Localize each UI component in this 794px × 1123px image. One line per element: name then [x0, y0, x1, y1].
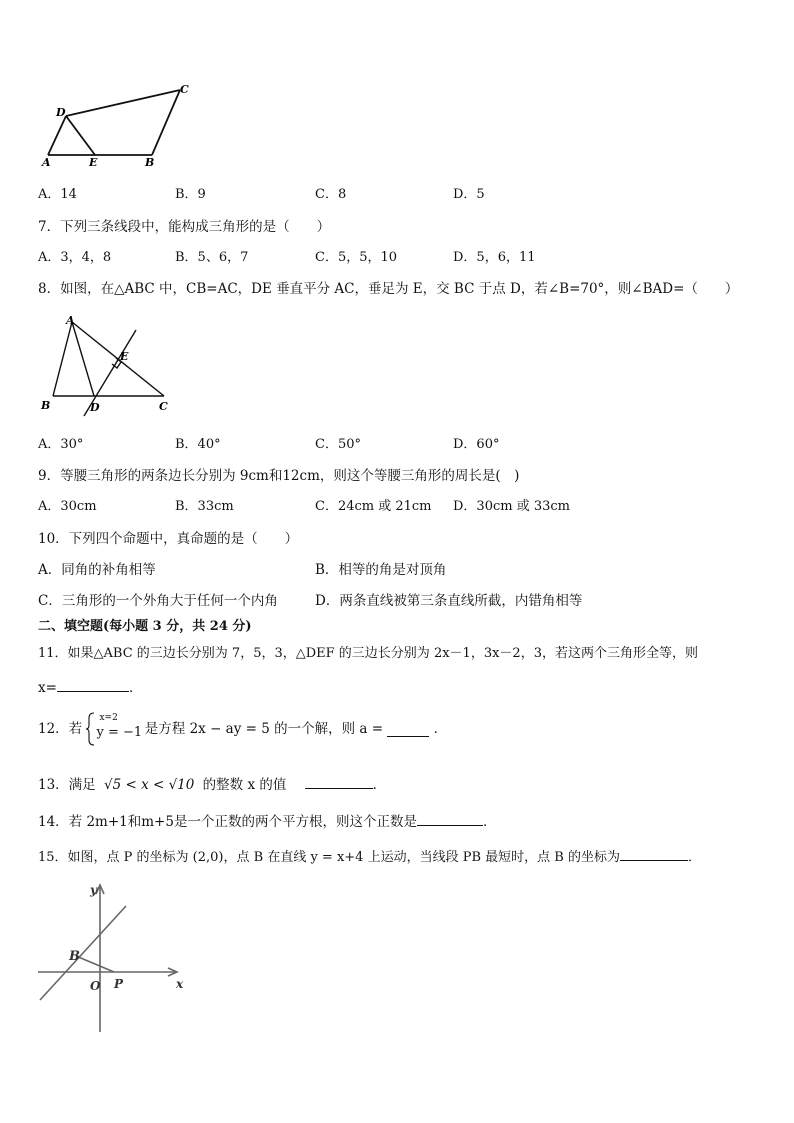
figure-coordinate-plane [34, 880, 194, 1040]
label-o: O [90, 979, 101, 993]
section-heading: 二、填空题(每小题 3 分，共 24 分) [38, 619, 252, 634]
q14-answer-blank[interactable] [417, 811, 483, 826]
q15-line [38, 846, 701, 867]
q12-tail: ． [433, 721, 448, 737]
q11-line1: 11．如果△ABC 的三边长分别为 7，5，3，△DEF 的三边长分别为 2x－1，3x－2，3，若这两个三角形全等，则 [38, 646, 698, 661]
q10-option-c[interactable]: C．三角形的一个外角大于任何一个内角 [38, 593, 278, 609]
brace-icon [86, 712, 96, 746]
q13-inequality: √5 < x < √10 [103, 777, 195, 793]
q8-option-c[interactable]: C．50° [315, 437, 361, 452]
q7-option-b[interactable]: B．5、6，7 [175, 250, 249, 265]
label-e: E [120, 350, 129, 363]
q12-prefix: 12．若 [38, 721, 83, 737]
label-c: C [180, 83, 189, 96]
q12-system-bottom: y = −1 [96, 725, 143, 740]
q12-system-top: x=2 [99, 713, 118, 723]
q12-mid: 是方程 2x − ay = 5 的一个解，则 a = [144, 721, 384, 737]
q11-line2 [38, 677, 142, 697]
q7-option-a[interactable]: A．3，4，8 [38, 250, 112, 265]
label-a: A [66, 314, 75, 327]
q14-text: 14．若 2m+1和m+5是一个正数的两个平方根，则这个正数是 [38, 814, 417, 830]
label-d: D [90, 401, 100, 414]
q9-option-a[interactable]: A．30cm [38, 499, 97, 514]
q14-tail: ． [482, 814, 497, 830]
q6-option-c[interactable]: C．8 [315, 187, 347, 202]
axis-y-label: y [90, 883, 97, 897]
q11-answer-blank[interactable] [57, 677, 129, 692]
q9-option-b[interactable]: B．33cm [175, 499, 234, 514]
label-p: P [114, 977, 124, 991]
q13-answer-blank[interactable] [305, 774, 373, 789]
figure-triangle-abc [36, 312, 178, 418]
label-e: E [89, 156, 98, 169]
q8-option-b[interactable]: B．40° [175, 437, 221, 452]
q9-stem: 9．等腰三角形的两条边长分别为 9cm和12cm，则这个等腰三角形的周长是( ) [38, 468, 520, 484]
q7-option-d[interactable]: D．5，6，11 [453, 250, 536, 265]
axis-x-label: x [176, 977, 184, 991]
figure-parallelogram [40, 80, 200, 170]
q15-answer-blank[interactable] [620, 846, 688, 861]
q8-option-a[interactable]: A．30° [38, 437, 84, 452]
q13-line [38, 774, 386, 794]
q10-option-d[interactable]: D．两条直线被第三条直线所截，内错角相等 [315, 593, 583, 609]
label-a: A [42, 156, 51, 169]
q12-answer-blank[interactable] [387, 722, 429, 737]
q7-option-c[interactable]: C．5，5，10 [315, 250, 398, 265]
q9-option-d[interactable]: D．30cm 或 33cm [453, 499, 570, 514]
label-b: B [41, 399, 51, 412]
q11-x-label: x= [38, 680, 57, 696]
q8-stem: 8．如图，在△ABC 中，CB=AC，DE 垂直平分 AC，垂足为 E，交 BC 于点 D，若∠B=70°，则∠BAD=（ ） [38, 281, 739, 297]
q12-system [86, 712, 143, 746]
q9-option-c[interactable]: C．24cm 或 21cm [315, 499, 432, 514]
q6-option-b[interactable]: B．9 [175, 187, 206, 202]
label-c: C [159, 400, 168, 413]
q6-option-d[interactable]: D．5 [453, 187, 485, 202]
q14-line [38, 811, 496, 831]
label-b: B [69, 949, 80, 964]
q8-option-d[interactable]: D．60° [453, 437, 500, 452]
q12-line [38, 712, 447, 752]
q6-option-a[interactable]: A．14 [38, 187, 77, 202]
q11-tail: ． [128, 680, 143, 696]
q10-stem: 10．下列四个命题中，真命题的是（ ） [38, 531, 299, 547]
label-b: B [145, 156, 155, 169]
q15-text: 15．如图，点 P 的坐标为 (2,0)，点 B 在直线 y = x+4 上运动，当线段 PB 最短时，点 B 的坐标为 [38, 850, 620, 865]
q7-stem: 7．下列三条线段中，能构成三角形的是（ ） [38, 219, 331, 235]
q13-prefix: 13．满足 [38, 777, 96, 793]
q10-option-a[interactable]: A．同角的补角相等 [38, 562, 156, 578]
q15-tail: ． [687, 850, 701, 865]
q13-mid: 的整数 x 的值 [202, 777, 287, 793]
label-d: D [56, 106, 66, 119]
q13-tail: ． [372, 777, 387, 793]
q10-option-b[interactable]: B．相等的角是对顶角 [315, 562, 447, 578]
